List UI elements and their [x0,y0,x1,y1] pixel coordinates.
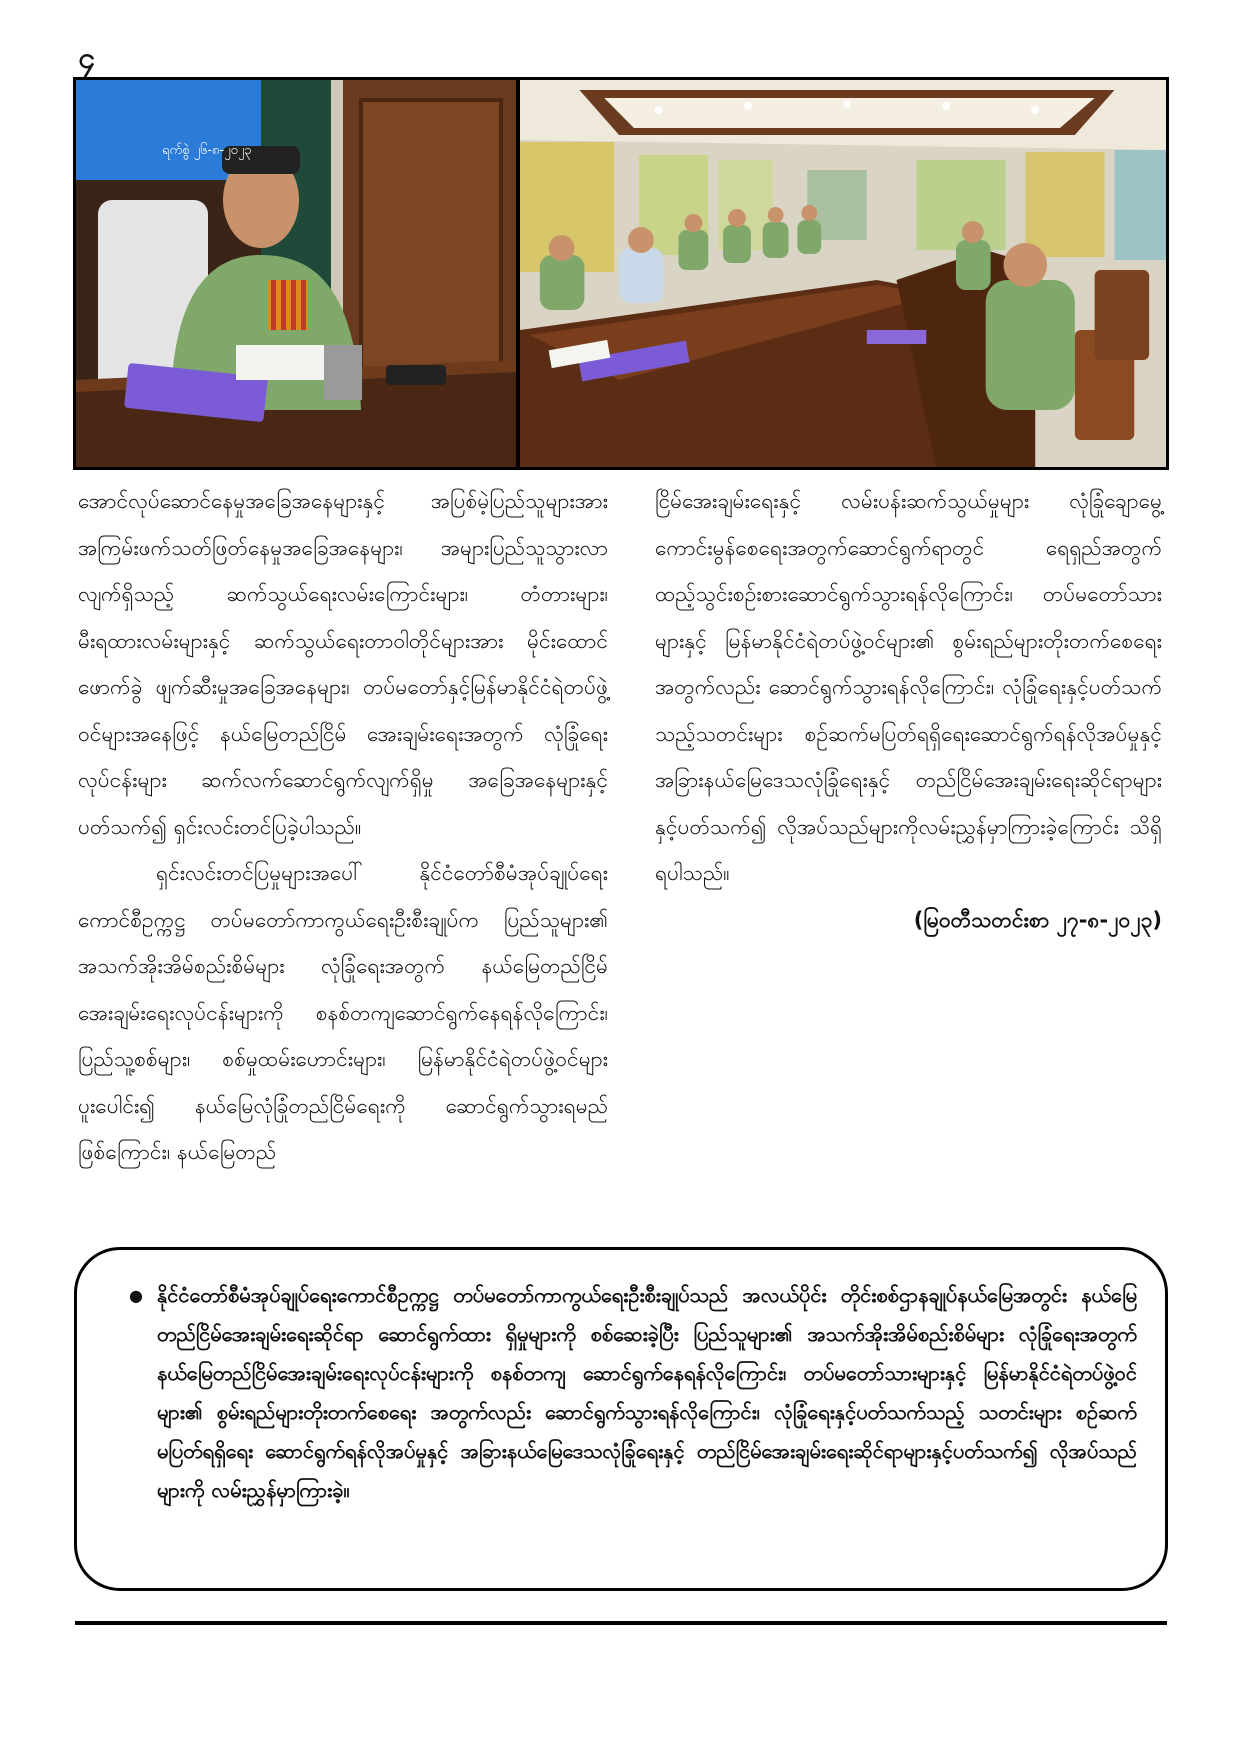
summary-text: နိုင်ငံတော်စီမံအုပ်ချုပ်ရေးကောင်စီဥက္ကဋ္ဌ တပ်မတော်ကာကွယ်ရေးဦးစီးချုပ်သည် အလယ်ပိုင်း တိုင်းစစ်ဌာနချုပ်နယ်မြေအတွင်း နယ်မြေတည်ငြိမ်အေးချမ်းရေးဆိုင်ရာ ဆောင်ရွက်ထား ရှိမှုများကို စစ်ဆေးခဲ့ပြီး ပြည်သူများ၏ အသက်အိုးအိမ်စည်းစိမ်များ လုံခြုံရေးအတွက် နယ်မြေတည်ငြိမ်အေးချမ်းရေးလုပ်ငန်းများကို စနစ်တကျ ဆောင်ရွက်နေရန်လိုကြောင်း၊ တပ်မတော်သားများနှင့် မြန်မာနိုင်ငံရဲတပ်ဖွဲ့ဝင်များ၏ စွမ်းရည်များတိုးတက်စေရေး အတွက်လည်း ဆောင်ရွက်သွားရန်လိုကြောင်း၊ လုံခြုံရေးနှင့်ပတ်သက်သည့် သတင်းများ စဉ်ဆက်မပြတ်ရရှိရေး ဆောင်ရွက်ရန်လိုအပ်မှုနှင့် အခြားနယ်မြေဒေသလုံခြုံရေးနှင့် တည်ငြိမ်အေးချမ်းရေးဆိုင်ရာများနှင့်ပတ်သက်၍ လိုအပ်သည်များကို လမ်းညွှန်မှာကြားခဲ့။ [156,1283,1137,1502]
photo-strip [73,77,1169,470]
article-paragraph: အောင်လုပ်ဆောင်နေမှုအခြေအနေများနှင့် အပြစ်မဲ့ပြည်သူများအား အကြမ်းဖက်သတ်ဖြတ်နေမှုအခြေအနေများ၊ အများပြည်သူသွားလာလျက်ရှိသည့် ဆက်သွယ်ရေးလမ်းကြောင်းများ၊ တံတားများ၊ မီးရထားလမ်းများနှင့် ဆက်သွယ်ရေးတာဝါတိုင်များအား မိုင်းထောင်ဖောက်ခွဲ ဖျက်ဆီးမှုအခြေအနေများ၊ တပ်မတော်နှင့်မြန်မာနိုင်ငံရဲတပ်ဖွဲ့ဝင်များအနေဖြင့် နယ်မြေတည်ငြိမ် အေးချမ်းရေးအတွက် လုံခြုံရေးလုပ်ငန်းများ ဆက်လက်ဆောင်ရွက်လျက်ရှိမှု အခြေအနေများနှင့်ပတ်သက်၍ ရှင်းလင်းတင်ပြခဲ့ပါသည်။ [78,489,608,839]
photo-senior-general [76,80,516,467]
bullet-icon: ● [129,1286,143,1305]
source-citation: (မြဝတီသတင်းစာ ၂၇-၈-၂၀၂၃) [913,907,1162,932]
photo-meeting-room [520,80,1166,467]
page-number: ၄ [78,41,95,76]
article-left-column [78,478,608,1176]
footer-divider [75,1621,1167,1625]
article-right-column [655,478,1162,943]
article-paragraph: ငြိမ်အေးချမ်းရေးနှင့် လမ်းပန်းဆက်သွယ်မှုများ လုံခြုံချောမွေ့ကောင်းမွန်စေရေးအတွက်ဆောင်ရွက်ရာတွင် ရေရှည်အတွက်ထည့်သွင်းစဉ်းစားဆောင်ရွက်သွားရန်လိုကြောင်း၊ တပ်မတော်သားများနှင့် မြန်မာနိုင်ငံရဲတပ်ဖွဲ့ဝင်များ၏ စွမ်းရည်များတိုးတက်စေရေးအတွက်လည်း ဆောင်ရွက်သွားရန်လိုကြောင်း၊ လုံခြုံရေးနှင့်ပတ်သက်သည့်သတင်းများ စဉ်ဆက်မပြတ်ရရှိရေးဆောင်ရွက်ရန်လိုအပ်မှုနှင့် အခြားနယ်မြေဒေသလုံခြုံရေးနှင့် တည်ငြိမ်အေးချမ်းရေးဆိုင်ရာများနှင့်ပတ်သက်၍ လိုအပ်သည်များကိုလမ်းညွှန်မှာကြားခဲ့ကြောင်း သိရှိရပါသည်။ [655,489,1162,885]
article-paragraph: ရှင်းလင်းတင်ပြမှုများအပေါ် နိုင်ငံတော်စီမံအုပ်ချုပ်ရေးကောင်စီဥက္ကဋ္ဌ တပ်မတော်ကာကွယ်ရေးဦးစီးချုပ်က ပြည်သူများ၏ အသက်အိုးအိမ်စည်းစိမ်များ လုံခြုံရေးအတွက် နယ်မြေတည်ငြိမ်အေးချမ်းရေးလုပ်ငန်းများကို စနစ်တကျဆောင်ရွက်နေရန်လိုကြောင်း၊ ပြည်သူ့စစ်များ၊ စစ်မှုထမ်းဟောင်းများ၊ မြန်မာနိုင်ငံရဲတပ်ဖွဲ့ဝင်များပူးပေါင်း၍ နယ်မြေလုံခြုံတည်ငြိမ်ရေးကို ဆောင်ရွက်သွားရမည်ဖြစ်ကြောင်း၊ နယ်မြေတည် [78,861,608,1164]
screen-date-text: ရက်စွဲ ၂၆-၈-၂၀၂၃ [162,143,252,158]
summary-box [74,1247,1168,1591]
